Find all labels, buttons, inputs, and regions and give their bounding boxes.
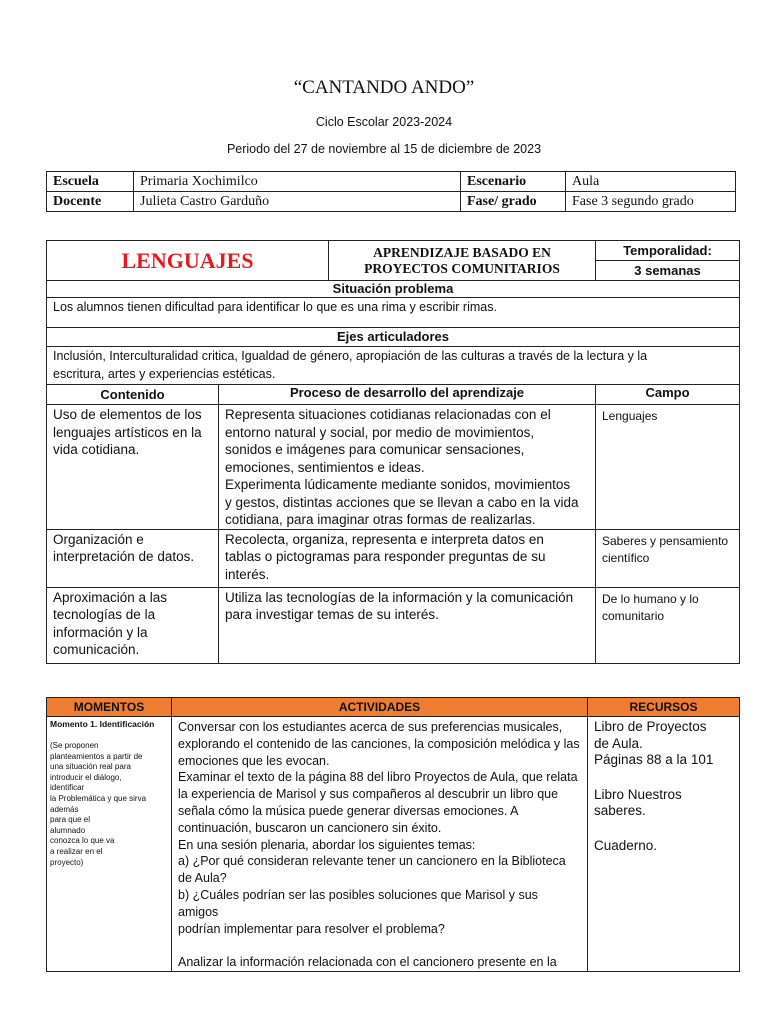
col-momentos: MOMENTOS <box>47 698 172 717</box>
text-line: a realizar en el <box>50 846 103 856</box>
text-line: Utiliza las tecnologías de la información y la comunicación <box>225 589 574 605</box>
period: Periodo del 27 de noviembre al 15 de diciembre de 2023 <box>226 142 542 156</box>
situacion-text: Los alumnos tienen dificultad para identificar lo que es una rima y escribir rimas. <box>47 298 740 328</box>
text-line: Examinar el texto de la página 88 del libro Proyectos de Aula, que relata <box>178 770 578 785</box>
text-line: Organización e <box>53 531 144 547</box>
text-line <box>178 937 581 954</box>
text-line: explorando el contenido de las canciones, la composición melódica y las <box>178 736 580 751</box>
methodology-line: APRENDIZAJE BASADO EN <box>373 244 551 260</box>
text-line: la experiencia de Marisol y sus compañeros al descubrir un libro que <box>178 787 559 802</box>
moment-description <box>50 741 168 868</box>
momentos-table <box>46 697 740 972</box>
situacion-label: Situación problema <box>47 281 740 298</box>
text-line: En una sesión plenaria, abordar los siguientes temas: <box>178 837 476 852</box>
text-line: tecnologías de la <box>53 607 156 622</box>
ejes-line: Inclusión, Interculturalidad critica, Igualdad de género, apropiación de las culturas a través de la lectura y la <box>53 349 648 363</box>
campo-cell <box>596 529 740 587</box>
text-line: para que el <box>50 815 91 825</box>
text-line: entorno natural y social, por medio de movimientos, <box>225 424 535 440</box>
proceso-cell <box>219 587 596 663</box>
contenido-cell <box>47 405 219 530</box>
escenario-label: Escenario <box>461 172 566 192</box>
col-recursos: RECURSOS <box>588 698 740 717</box>
text-line: a) ¿Por qué consideran relevante tener un cancionero en la Biblioteca <box>178 854 566 869</box>
text-line: sonidos e imágenes para comunicar sensaciones, <box>225 442 525 457</box>
col-proceso: Proceso de desarrollo del aprendizaje <box>219 385 596 405</box>
text-line: además <box>50 804 79 814</box>
table-row <box>47 529 740 587</box>
ejes-line: escritura, artes y experiencias estéticas. <box>53 367 276 381</box>
text-line: comunitario <box>602 608 665 623</box>
text-line: Conversar con los estudiantes acerca de sus preferencias musicales, <box>178 720 563 734</box>
text-line: podrían implementar para resolver el problema? <box>178 921 445 936</box>
plan-table <box>46 240 740 664</box>
table-row <box>47 587 740 663</box>
document-title: “CANTANDO ANDO” <box>293 77 475 98</box>
text-line: Representa situaciones cotidianas relacionadas con el <box>225 407 551 422</box>
text-line: identificar <box>50 783 85 793</box>
campo-cell <box>596 405 740 530</box>
info-table <box>46 171 736 212</box>
moment-title: Momento 1. Identificación <box>50 719 155 729</box>
moment-cell <box>47 717 172 972</box>
text-line: b) ¿Cuáles podrían ser las posibles soluciones que Marisol y sus amigos <box>178 887 538 919</box>
docente-label: Docente <box>47 192 134 212</box>
text-line: emociones que les evocan. <box>178 753 330 768</box>
text-line: De lo humano y lo <box>602 591 699 606</box>
contenido-cell <box>47 587 219 663</box>
proceso-cell <box>219 405 596 530</box>
resources-cell <box>588 717 740 972</box>
ejes-label: Ejes articuladores <box>47 328 740 347</box>
docente-value: Julieta Castro Garduño <box>134 192 461 212</box>
escenario-value: Aula <box>566 172 736 192</box>
fase-label: Fase/ grado <box>461 192 566 212</box>
text-line: continuación, buscaron un cancionero sin éxito. <box>178 820 442 835</box>
text-line: Libro Nuestros <box>594 786 682 802</box>
col-campo: Campo <box>596 385 740 405</box>
text-line: introducir el diálogo, <box>50 772 122 782</box>
temporalidad-value: 3 semanas <box>596 261 740 281</box>
text-line: emociones, sentimientos e ideas. <box>225 459 425 475</box>
text-line: interés. <box>225 566 270 582</box>
fase-value: Fase 3 segundo grado <box>566 192 736 212</box>
text-line: una situación real para <box>50 762 131 772</box>
table-row <box>47 405 740 530</box>
text-line: Recolecta, organiza, representa e interpreta datos en <box>225 531 544 547</box>
escuela-value: Primaria Xochimilco <box>134 172 461 192</box>
text-line: la Problemática y que sirva <box>50 793 147 803</box>
text-line <box>594 769 733 787</box>
text-line: planteamientos a partir de <box>50 751 143 761</box>
text-line <box>594 820 733 838</box>
text-line: para investigar temas de su interés. <box>225 607 439 622</box>
school-cycle: Ciclo Escolar 2023-2024 <box>315 115 453 129</box>
campo-cell <box>596 587 740 663</box>
text-line: de Aula. <box>594 735 643 751</box>
text-line: Lenguajes <box>602 409 658 423</box>
contenido-cell <box>47 529 219 587</box>
text-line: científico <box>602 550 650 565</box>
text-line: saberes. <box>594 803 646 818</box>
text-line: tablas o pictogramas para responder preguntas de su <box>225 549 546 564</box>
activities-cell <box>172 717 588 972</box>
text-line: comunicación. <box>53 642 140 657</box>
text-line: vida cotidiana. <box>53 442 140 457</box>
text-line: de Aula? <box>178 871 227 886</box>
methodology <box>329 241 596 281</box>
methodology-line: PROYECTOS COMUNITARIOS <box>364 260 560 276</box>
text-line: Páginas 88 a la 101 <box>594 752 714 767</box>
text-line: y gestos, distintas acciones que se llevan a cabo en la vida <box>225 494 579 510</box>
col-actividades: ACTIVIDADES <box>172 698 588 717</box>
text-line: Libro de Proyectos <box>594 719 707 734</box>
text-line: (Se proponen <box>50 741 99 750</box>
text-line: interpretación de datos. <box>53 549 195 564</box>
table-row <box>47 717 740 972</box>
text-line: Aproximación a las <box>53 589 168 605</box>
text-line: proyecto) <box>50 857 84 867</box>
ejes-text <box>47 347 740 385</box>
text-line: señala cómo la música puede generar diversas emociones. A <box>178 803 519 818</box>
text-line: Uso de elementos de los <box>53 407 202 422</box>
col-contenido: Contenido <box>47 385 219 405</box>
text-line: Analizar la información relacionada con el cancionero presente en la <box>178 955 557 970</box>
temporalidad-label: Temporalidad: <box>596 241 740 261</box>
field-title: LENGUAJES <box>47 241 329 281</box>
text-line: Saberes y pensamiento <box>602 533 729 548</box>
text-line: alumnado <box>50 825 86 835</box>
text-line: Cuaderno. <box>594 837 658 853</box>
text-line: información y la <box>53 624 148 640</box>
text-line: cotidiana, para imaginar otras formas de realizarlas. <box>225 512 536 527</box>
text-line: conozca lo que va <box>50 836 115 846</box>
text-line: Experimenta lúdicamente mediante sonidos, movimientos <box>225 477 571 492</box>
escuela-label: Escuela <box>47 172 134 192</box>
text-line: lenguajes artísticos en la <box>53 424 202 440</box>
proceso-cell <box>219 529 596 587</box>
